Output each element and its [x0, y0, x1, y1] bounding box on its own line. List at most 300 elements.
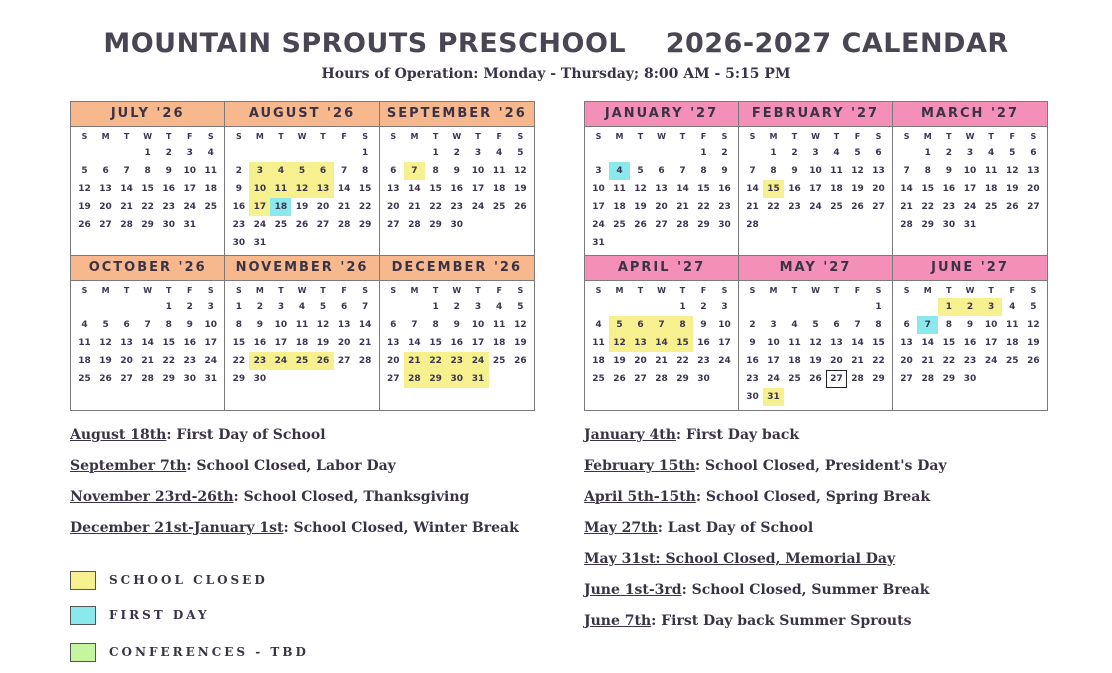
empty-day [588, 144, 609, 162]
day-cell: 27 [386, 374, 400, 384]
weekday-label: M [255, 132, 264, 141]
weekday-label: S [517, 132, 524, 141]
day-cell: 7 [917, 316, 938, 334]
day-cell: 26 [99, 374, 112, 384]
weekday-label: T [637, 286, 644, 295]
empty-day [784, 388, 805, 406]
calendar-note [584, 548, 947, 579]
day-cell: 28 [900, 220, 913, 230]
weekday-label: F [854, 132, 861, 141]
day-cell: 4 [298, 302, 306, 312]
note-text: : School Closed, Labor Day [186, 458, 396, 474]
day-cell: 28 [746, 220, 759, 230]
empty-day [510, 370, 531, 388]
first-day-swatch [70, 606, 96, 625]
weekday-header [228, 127, 375, 144]
week-row [383, 298, 531, 316]
weekday-label: T [833, 132, 840, 141]
legend-label: SCHOOL CLOSED [109, 573, 268, 587]
weekday-label: S [362, 132, 369, 141]
note-text: : School Closed, Spring Break [695, 489, 931, 505]
day-cell: 19 [809, 356, 822, 366]
day-cell: 6 [102, 166, 109, 176]
week-row [74, 352, 221, 370]
day-cell: 19 [634, 202, 647, 212]
day-cell: 11 [204, 166, 218, 176]
day-cell: 10 [984, 320, 998, 330]
day-cell: 8 [362, 166, 369, 176]
fall-calendar-grid [70, 101, 535, 411]
day-cell: 2 [165, 148, 172, 158]
day-cell: 8 [700, 166, 707, 176]
day-cell: 16 [232, 202, 246, 212]
month-title: OCTOBER '26 [71, 256, 224, 281]
weekday-label: T [320, 286, 326, 295]
weekday-label: F [341, 286, 347, 295]
week-row [383, 198, 531, 216]
weekday-header [383, 281, 531, 298]
empty-day [609, 298, 630, 316]
day-cell: 5 [1009, 148, 1016, 158]
day-cell: 1 [924, 148, 931, 158]
week-row [383, 144, 531, 162]
day-cell: 2 [453, 302, 460, 312]
day-cell: 11 [1006, 320, 1019, 330]
week-row [74, 298, 221, 316]
day-cell: 7 [340, 166, 348, 176]
day-cell: 13 [386, 184, 400, 194]
day-cell: 21 [900, 202, 913, 212]
weekday-label: S [1030, 132, 1037, 141]
month-calendar [380, 256, 534, 410]
day-cell: 4 [496, 302, 503, 312]
weekday-label: S [517, 286, 524, 295]
week-row [896, 370, 1044, 388]
day-cell: 12 [78, 184, 91, 194]
day-cell: 7 [404, 162, 425, 180]
day-cell: 24 [963, 202, 977, 212]
day-cell: 16 [718, 184, 731, 194]
week-row [228, 352, 375, 370]
empty-day [609, 144, 630, 162]
day-cell: 24 [204, 356, 218, 366]
week-row [742, 198, 889, 216]
weekday-label: S [903, 286, 910, 295]
day-cell: 6 [123, 320, 130, 330]
day-cell: 30 [963, 374, 977, 384]
week-row [74, 334, 221, 352]
empty-day [896, 144, 917, 162]
day-cell: 9 [721, 166, 728, 176]
day-cell: 27 [1027, 202, 1040, 212]
day-cell: 9 [749, 338, 756, 348]
week-row [383, 180, 531, 198]
day-cell: 7 [854, 320, 861, 330]
day-cell: 28 [921, 374, 934, 384]
day-cell: 17 [592, 202, 605, 212]
day-cell: 26 [313, 352, 334, 370]
day-cell: 20 [99, 202, 112, 212]
day-cell: 27 [99, 220, 112, 230]
month-title: AUGUST '26 [225, 102, 378, 127]
week-row [896, 162, 1044, 180]
day-cell: 3 [966, 148, 974, 158]
day-cell: 15 [672, 334, 693, 352]
day-cell: 23 [249, 352, 270, 370]
day-cell: 19 [851, 184, 864, 194]
day-cell: 26 [613, 374, 626, 384]
weekday-label: F [496, 132, 502, 141]
weekday-label: S [749, 286, 756, 295]
month-calendar [739, 256, 893, 410]
month-calendar [585, 102, 739, 256]
week-row [742, 388, 889, 406]
weekday-label: T [123, 286, 130, 295]
weekday-label: W [657, 286, 666, 295]
empty-day [1002, 216, 1023, 234]
day-cell: 10 [767, 338, 780, 348]
day-cell: 12 [634, 184, 647, 194]
empty-day [291, 370, 312, 388]
weekday-label: S [390, 132, 397, 141]
day-cell: 31 [183, 220, 197, 230]
weekday-header [896, 127, 1044, 144]
note-text: : First Day of School [166, 427, 326, 443]
weekday-label: T [320, 132, 326, 141]
empty-day [510, 216, 531, 234]
day-cell: 9 [791, 166, 798, 176]
month-title: MAY '27 [739, 256, 892, 281]
day-cell: 5 [517, 302, 524, 312]
day-cell: 23 [183, 356, 197, 366]
weekday-label: W [143, 132, 153, 141]
day-cell: 22 [921, 202, 934, 212]
weekday-label: S [749, 132, 756, 141]
empty-day [847, 388, 868, 406]
day-cell: 7 [123, 166, 130, 176]
month-title: APRIL '27 [585, 256, 738, 281]
day-cell: 17 [984, 338, 998, 348]
day-cell: 21 [676, 202, 689, 212]
weekday-label: S [362, 286, 369, 295]
day-cell: 23 [446, 352, 467, 370]
empty-day [805, 216, 826, 234]
week-row [383, 316, 531, 334]
weekday-label: S [81, 132, 88, 141]
day-cell: 6 [390, 320, 397, 330]
day-cell: 6 [833, 320, 840, 330]
calendar-note [70, 486, 519, 517]
day-cell: 17 [767, 356, 780, 366]
note-text: : First Day back Summer Sprouts [651, 613, 912, 629]
spring-calendar-grid [584, 101, 1048, 411]
day-cell: 10 [809, 166, 822, 176]
weekday-label: T [791, 132, 798, 141]
empty-day [334, 234, 355, 252]
empty-day [74, 298, 95, 316]
day-cell: 19 [295, 202, 309, 212]
day-cell: 18 [788, 356, 801, 366]
day-cell: 17 [249, 198, 270, 216]
empty-day [826, 388, 847, 406]
empty-day [714, 234, 735, 252]
weekday-label: S [1030, 286, 1037, 295]
day-cell: 22 [425, 352, 446, 370]
day-cell: 9 [700, 320, 707, 330]
day-cell: 18 [270, 198, 291, 216]
day-cell: 5 [81, 166, 88, 176]
weekday-label: T [988, 132, 994, 141]
weekday-label: S [875, 132, 882, 141]
weekday-label: M [769, 132, 778, 141]
day-cell: 4 [81, 320, 88, 330]
day-cell: 15 [942, 338, 956, 348]
weekday-label: S [595, 132, 602, 141]
day-cell: 9 [453, 320, 460, 330]
day-cell: 4 [988, 148, 995, 158]
day-cell: 5 [1030, 302, 1037, 312]
day-cell: 27 [900, 374, 913, 384]
weekday-label: M [769, 286, 778, 295]
day-cell: 25 [204, 202, 218, 212]
weekday-label: S [903, 132, 910, 141]
day-cell: 28 [337, 220, 351, 230]
day-cell: 27 [316, 220, 330, 230]
day-cell: 4 [833, 148, 840, 158]
day-cell: 3 [277, 302, 285, 312]
day-cell: 25 [492, 356, 506, 366]
empty-day [651, 298, 672, 316]
day-cell: 25 [291, 352, 312, 370]
empty-day [805, 388, 826, 406]
day-cell: 9 [235, 184, 242, 194]
day-cell: 10 [718, 320, 731, 330]
weekday-label: S [235, 286, 242, 295]
day-cell: 18 [592, 356, 605, 366]
day-cell: 13 [99, 184, 112, 194]
day-cell: 17 [963, 184, 977, 194]
week-row [588, 180, 735, 198]
day-cell: 5 [102, 320, 109, 330]
day-cell: 31 [592, 238, 605, 248]
empty-day [95, 298, 116, 316]
day-cell: 8 [165, 320, 172, 330]
day-cell: 23 [746, 374, 759, 384]
weekday-label: F [187, 286, 193, 295]
weekday-label: T [988, 286, 994, 295]
day-cell: 11 [830, 166, 843, 176]
empty-day [270, 234, 291, 252]
weekday-label: S [875, 286, 882, 295]
week-row [383, 216, 531, 234]
day-cell: 16 [253, 338, 267, 348]
empty-day [270, 370, 291, 388]
day-cell: 15 [429, 338, 442, 348]
day-cell: 3 [770, 320, 777, 330]
day-cell: 13 [337, 320, 351, 330]
week-row [896, 334, 1044, 352]
week-row [896, 216, 1044, 234]
day-cell: 22 [697, 202, 710, 212]
day-cell: 12 [514, 320, 527, 330]
calendar-note [584, 486, 947, 517]
day-cell: 28 [141, 374, 154, 384]
weekday-label: T [475, 286, 481, 295]
page-title: MOUNTAIN SPROUTS PRESCHOOL 2026-2027 CALENDAR [103, 28, 1009, 59]
empty-day [74, 144, 95, 162]
week-row [896, 180, 1044, 198]
day-cell: 23 [450, 202, 464, 212]
day-cell: 7 [651, 316, 672, 334]
day-cell: 21 [404, 352, 425, 370]
empty-day [714, 370, 735, 388]
day-cell: 14 [651, 334, 672, 352]
day-cell: 6 [903, 320, 910, 330]
empty-day [404, 298, 425, 316]
day-cell: 13 [386, 338, 400, 348]
day-cell: 23 [232, 220, 246, 230]
day-cell: 5 [609, 316, 630, 334]
school-closed-swatch [70, 571, 96, 590]
day-cell: 18 [492, 338, 506, 348]
day-cell: 2 [791, 148, 798, 158]
day-cell: 24 [767, 374, 780, 384]
note-date: June 1st-3rd [584, 582, 682, 598]
day-cell: 29 [921, 220, 934, 230]
empty-day [291, 144, 312, 162]
day-cell: 3 [981, 298, 1002, 316]
weekday-header [588, 127, 735, 144]
day-cell: 19 [1006, 184, 1019, 194]
weekday-label: W [452, 286, 462, 295]
day-cell: 14 [851, 338, 864, 348]
empty-day [383, 144, 404, 162]
day-cell: 18 [830, 184, 843, 194]
day-cell: 6 [875, 148, 882, 158]
week-row [896, 352, 1044, 370]
day-cell: 27 [634, 374, 647, 384]
day-cell: 25 [613, 220, 626, 230]
day-cell: 14 [358, 320, 372, 330]
note-date: August 18th [70, 427, 167, 443]
note-date: April 5th-15th [584, 489, 696, 505]
week-row [228, 316, 375, 334]
week-row [588, 144, 735, 162]
note-text: : First Day back [675, 427, 800, 443]
day-cell: 9 [186, 320, 193, 330]
month-title: FEBRUARY '27 [739, 102, 892, 127]
day-cell: 20 [900, 356, 913, 366]
day-cell: 14 [141, 338, 154, 348]
weekday-label: T [637, 132, 644, 141]
day-cell: 8 [144, 166, 151, 176]
empty-day [630, 144, 651, 162]
day-cell: 24 [592, 220, 605, 230]
day-cell: 19 [613, 356, 626, 366]
day-cell: 31 [204, 374, 218, 384]
day-cell: 11 [78, 338, 91, 348]
day-cell: 5 [291, 162, 312, 180]
day-cell: 15 [921, 184, 934, 194]
weekday-label: S [721, 132, 728, 141]
weekday-label: M [923, 286, 932, 295]
week-row [228, 162, 375, 180]
day-cell: 21 [358, 338, 372, 348]
day-cell: 3 [595, 166, 602, 176]
weekday-label: F [1009, 286, 1015, 295]
day-cell: 25 [984, 202, 998, 212]
day-cell: 25 [830, 202, 843, 212]
day-cell: 26 [1006, 202, 1019, 212]
empty-day [313, 234, 334, 252]
week-row [742, 298, 889, 316]
weekday-label: T [833, 286, 840, 295]
week-row [742, 352, 889, 370]
day-cell: 2 [256, 302, 264, 312]
day-cell: 6 [630, 316, 651, 334]
day-cell: 30 [183, 374, 197, 384]
day-cell: 26 [514, 356, 527, 366]
weekday-label: F [1009, 132, 1015, 141]
day-cell: 1 [770, 148, 777, 158]
day-cell: 2 [453, 148, 460, 158]
week-row [896, 198, 1044, 216]
day-cell: 5 [812, 320, 819, 330]
day-cell: 28 [404, 370, 425, 388]
day-cell: 24 [718, 356, 731, 366]
week-row [588, 370, 735, 388]
day-cell: 17 [183, 184, 197, 194]
day-cell: 3 [812, 148, 819, 158]
week-row [588, 298, 735, 316]
empty-day [588, 298, 609, 316]
day-cell: 12 [609, 334, 630, 352]
day-cell: 11 [592, 338, 605, 348]
day-cell: 17 [274, 338, 288, 348]
day-cell: 12 [316, 320, 330, 330]
day-cell: 30 [450, 220, 464, 230]
weekday-label: T [679, 132, 686, 141]
day-cell: 21 [655, 356, 668, 366]
day-cell: 5 [854, 148, 861, 158]
empty-day [1023, 370, 1044, 388]
month-title: MARCH '27 [893, 102, 1047, 127]
week-row [383, 352, 531, 370]
day-cell: 27 [826, 370, 847, 388]
day-cell: 7 [679, 166, 686, 176]
day-cell: 27 [120, 374, 133, 384]
day-cell: 27 [337, 356, 351, 366]
day-cell: 15 [429, 184, 442, 194]
weekday-label: M [615, 286, 624, 295]
empty-day [868, 216, 889, 234]
day-cell: 2 [721, 148, 728, 158]
day-cell: 8 [235, 320, 242, 330]
day-cell: 31 [467, 370, 488, 388]
empty-day [784, 298, 805, 316]
day-cell: 6 [313, 162, 334, 180]
day-cell: 29 [425, 370, 446, 388]
weekday-header [742, 127, 889, 144]
day-cell: 30 [162, 220, 175, 230]
weekday-label: M [615, 132, 624, 141]
note-date: November 23rd-26th [70, 489, 234, 505]
day-cell: 17 [204, 338, 218, 348]
week-row [742, 180, 889, 198]
day-cell: 30 [446, 370, 467, 388]
day-cell: 25 [274, 220, 288, 230]
week-row [588, 234, 735, 252]
